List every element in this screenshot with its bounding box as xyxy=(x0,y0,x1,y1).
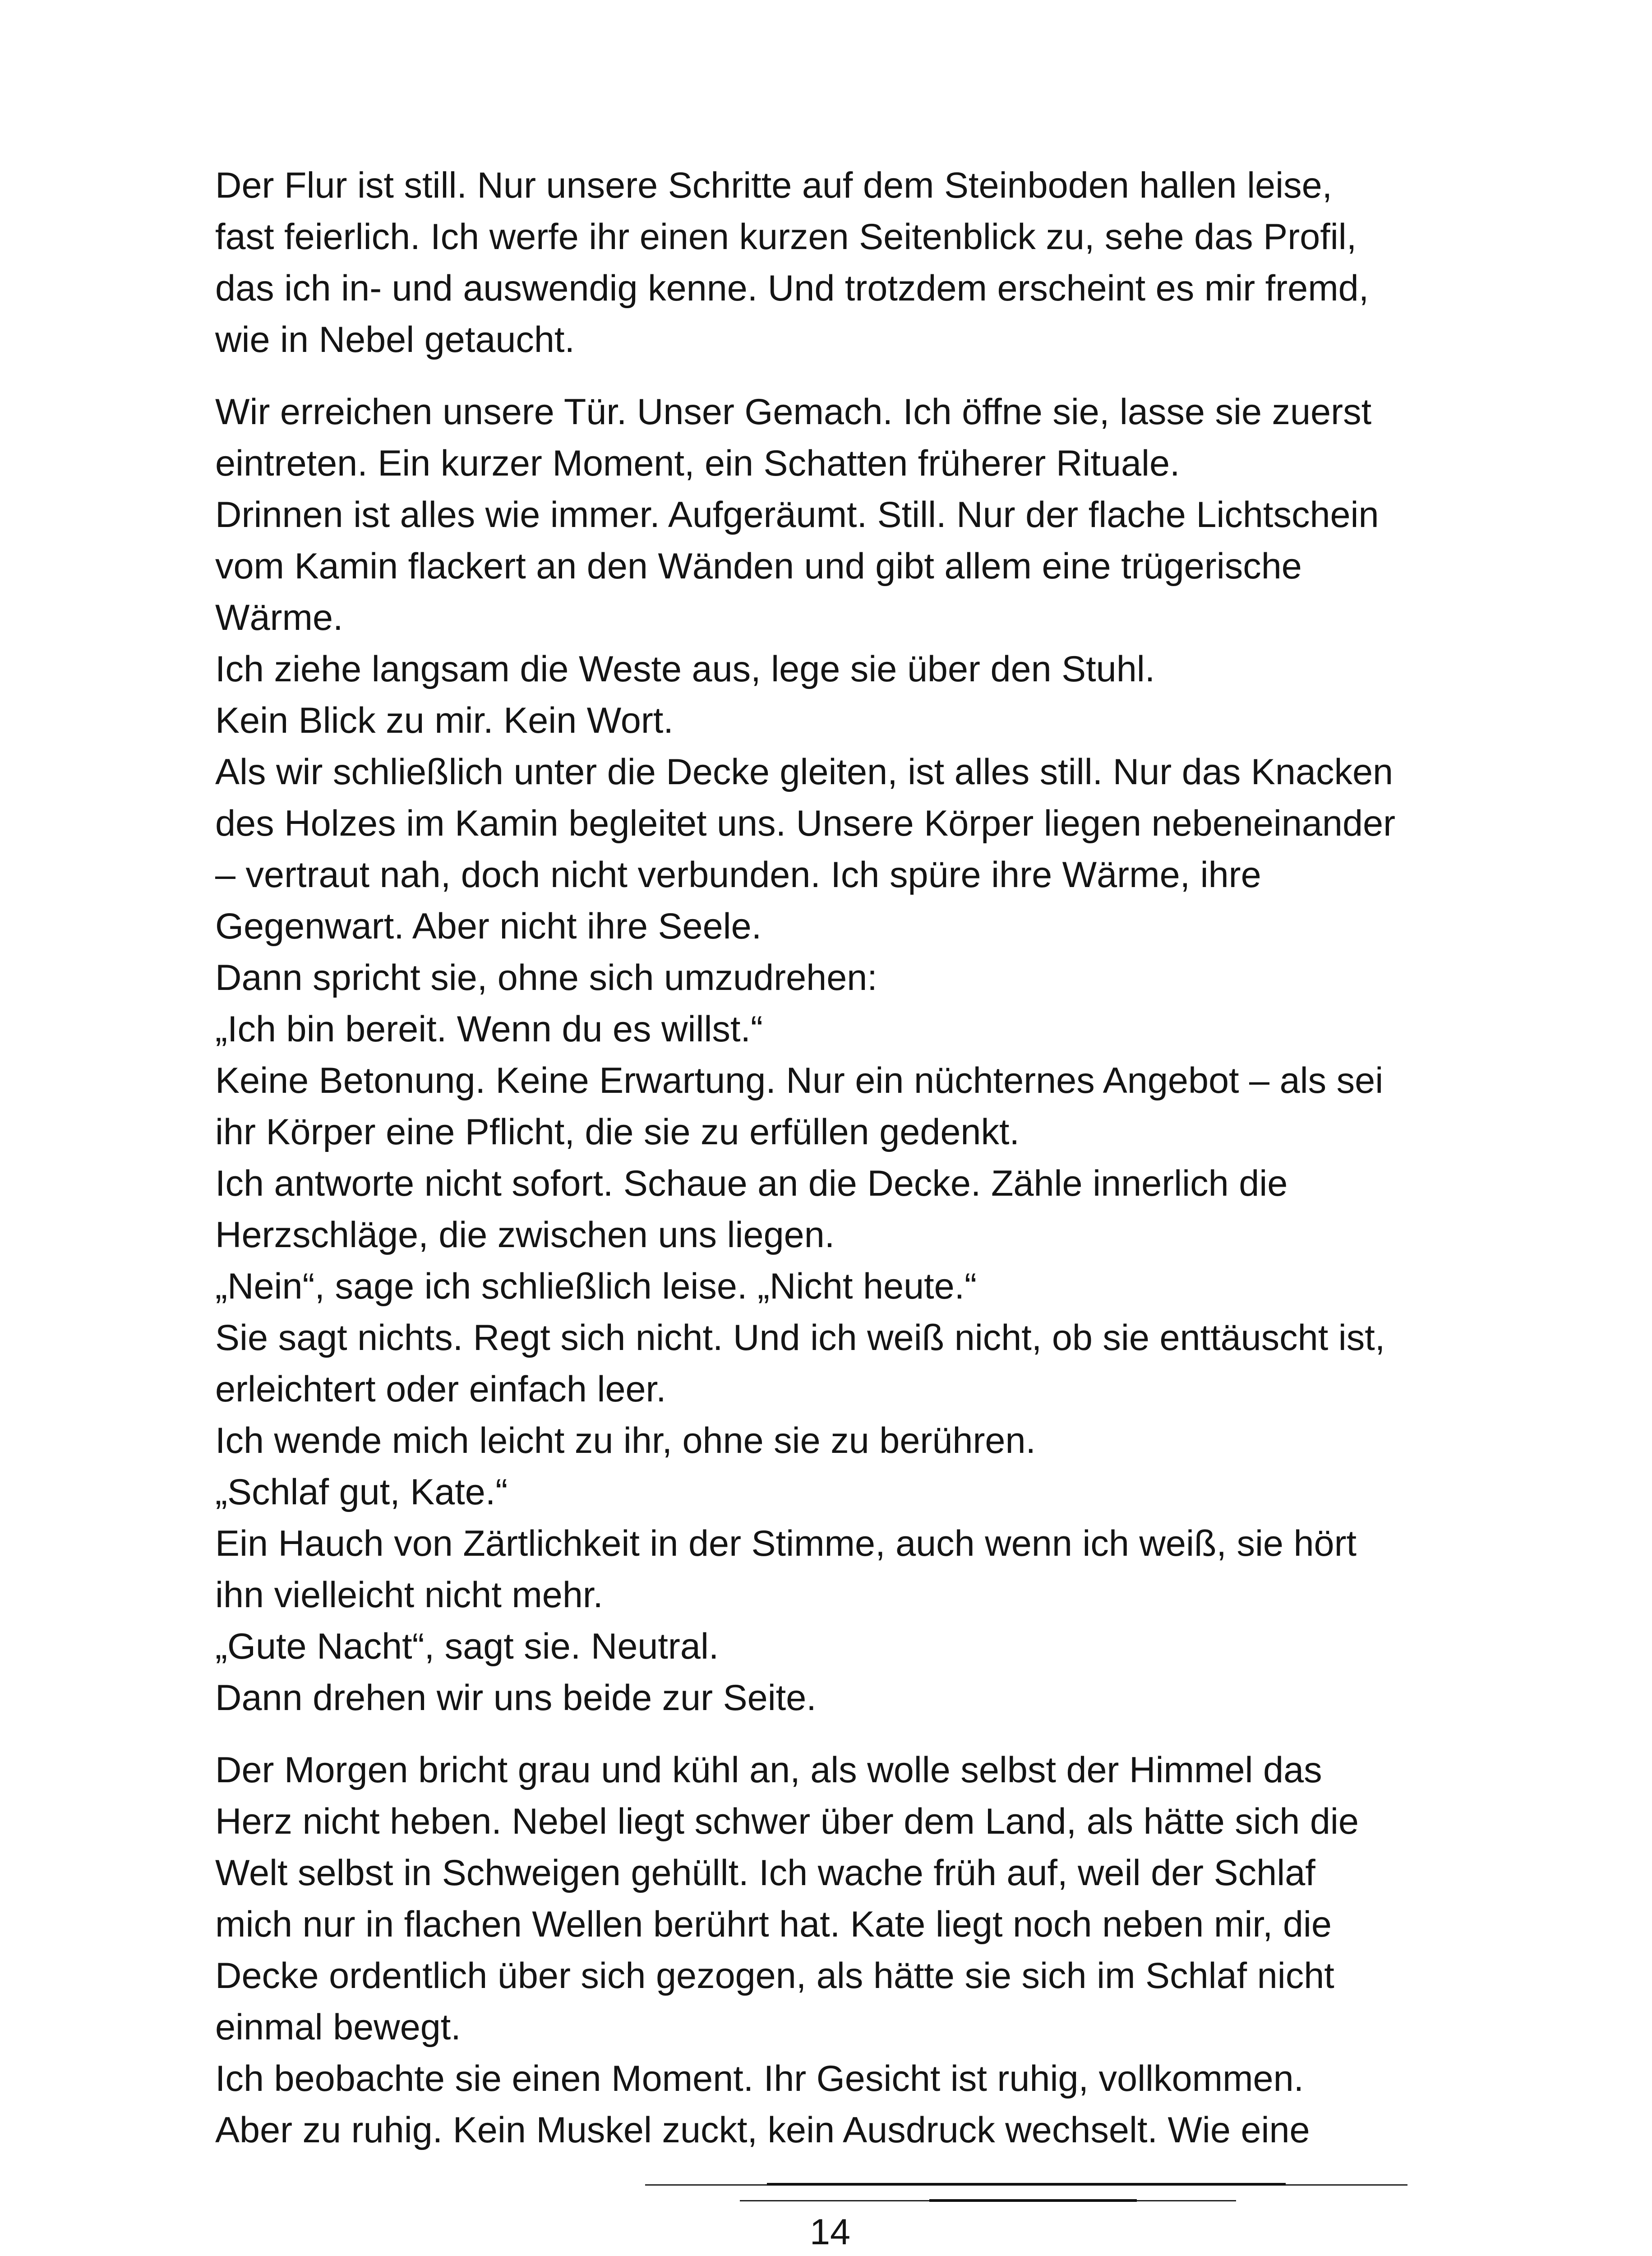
body-text xyxy=(215,160,1496,2156)
footer-rule-bottom-accent xyxy=(929,2199,1137,2202)
paragraph-morning: Der Morgen bricht grau und kühl an, als wolle selbst der Himmel das Herz nicht heben. Nebel liegt schwer über dem Land, als hätte sich die Welt selbst in Schweigen gehüllt. Ich wache früh auf, weil der Schlaf mich nur in flachen Wellen berührt hat. Kate liegt noch neben mir, die Decke ordentlich über sich gezogen, als hätte sie sich im Schlaf nicht einmal bewegt. Ich beobachte sie einen Moment. Ihr Gesicht ist ruhig, vollkommen. Aber zu ruhig. Kein Muskel zuckt, kein Ausdruck wechselt. Wie eine xyxy=(215,1750,1359,2150)
paragraph-hallway: Der Flur ist still. Nur unsere Schritte auf dem Steinboden hallen leise, fast feierlich. Ich werfe ihr einen kurzen Seitenblick zu, sehe das Profil, das ich in- und auswendig kenne. Und trotzdem erscheint es mir fremd, wie in Nebel getaucht. xyxy=(215,165,1369,360)
footer-rule-top-accent xyxy=(767,2183,1286,2186)
page-number: 14 xyxy=(809,2212,851,2252)
paragraph-bedroom: Wir erreichen unsere Tür. Unser Gemach. Ich öffne sie, lasse sie zuerst eintreten. Ein kurzer Moment, ein Schatten früherer Rituale. Drinnen ist alles wie immer. Aufgeräumt. Still. Nur der flache Lichtschein vom Kamin flackert an den Wänden und gibt allem eine trügerische Wärme. Ich ziehe langsam die Weste aus, lege sie über den Stuhl. Kein Blick zu mir. Kein Wort. Als wir schließlich unter die Decke gleiten, ist alles still. Nur das Knacken des Holzes im Kamin begleitet uns. Unsere Körper liegen nebeneinander – vertraut nah, doch nicht verbunden. Ich spüre ihre Wärme, ihre Gegenwart. Aber nicht ihre Seele. Dann spricht sie, ohne sich umzudrehen: „Ich bin bereit. Wenn du es willst.“ Keine Betonung. Keine Erwartung. Nur ein nüchternes Angebot – als sei ihr Körper eine Pflicht, die sie zu erfüllen gedenkt. Ich antworte nicht sofort. Schaue an die Decke. Zähle innerlich die Herzschläge, die zwischen uns liegen. „Nein“, sage ich schließlich leise. „Nicht heute.“ Sie sagt nichts. Regt sich nicht. Und ich weiß nicht, ob sie enttäuscht ist, erleichtert oder einfach leer. Ich wende mich leicht zu ihr, ohne sie zu berühren. „Schlaf gut, Kate.“ Ein Hauch von Zärtlichkeit in der Stimme, auch wenn ich weiß, sie hört ihn vielleicht nicht mehr. „Gute Nacht“, sagt sie. Neutral. Dann drehen wir uns beide zur Seite. xyxy=(215,392,1396,1718)
